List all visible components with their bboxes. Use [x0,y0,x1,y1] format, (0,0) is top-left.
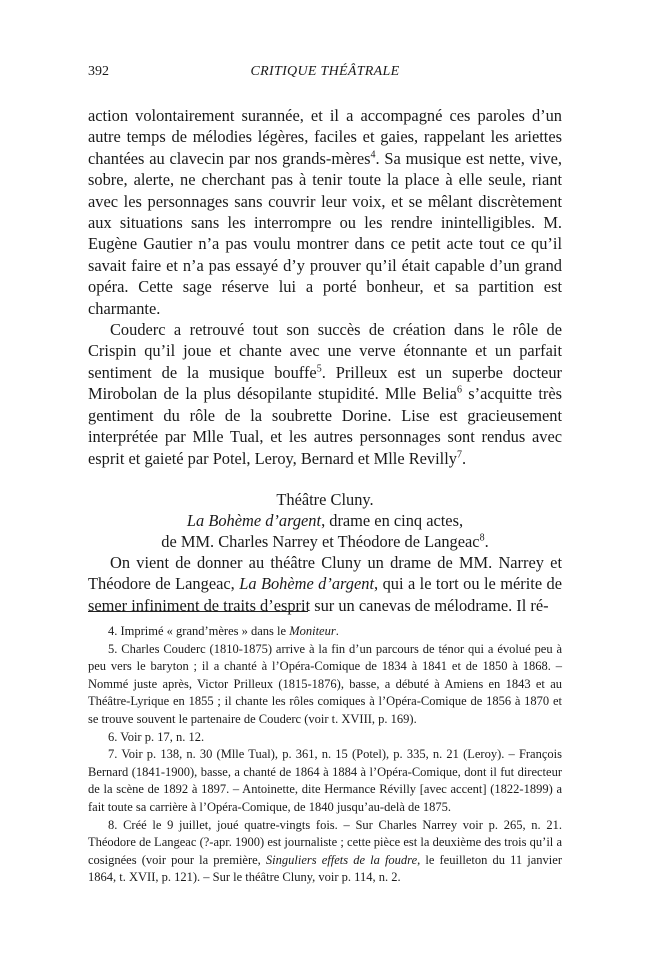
section-title: Théâtre Cluny. [276,489,374,509]
footnote-ref[interactable]: 5 [316,363,322,375]
authors-line: de MM. Charles Narrey et Théodore de Langeac$^8$. [161,531,489,551]
page-header [88,64,562,84]
footnote-5: 5. Charles Couderc (1810-1875) arrive à la fin d’un parcours de ténor qui a évolué peu à peu vers le baryton ; il a chanté à l’Opéra-Comique de 1834 à 1841 et de 1850 à 1868. – Nommé juste après, Victor Prilleux (1815-1876), basse, a débuté à Amiens en 1843 et au Théâtre-Lyrique en 1855 ; il chante les rôles comiques à l’Opéra-Comique de 1856 à 1870 et se trouve souvent le partenaire de Couderc (voir t. XVIII, p. 169). [88,641,562,726]
footnote-4: 4. Imprimé « grand’mères » dans le Moniteur. [108,624,339,638]
footnote-ref[interactable]: 6 [456,384,462,396]
main-text [88,105,562,616]
paragraph: On vient de donner au théâtre Cluny un drame de MM. Narrey et Théodore de Langeac, La Bohème d’argent, qui a le tort ou le mérite de semer infiniment de traits d’esprit sur un canevas de mélodrame. Il ré- [88,552,563,615]
play-title: La Bohème d’argent [239,574,375,594]
footnote-ref[interactable]: 4 [370,149,376,161]
footnote-6: 6. Voir p. 17, n. 12. [108,729,205,744]
paragraph: Couderc a retrouvé tout son succès de création dans le rôle de Crispin qu’il joue et chante avec une verve étonnante et un parfait sentiment de la musique bouffe$^5$. Prilleux est un superbe docteur Mirobolan de la plus désopilante stupidité. Mlle Belia$^6$ s’acquitte très gentiment du rôle de la soubrette Dorine. Lise est gracieusement interprétée par Mlle Tual, et les autres personnages sont rendus avec esprit et gaieté par Potel, Leroy, Bernard et Mlle Revilly$^7$. [88,320,562,468]
footnote-8: 8. Créé le 9 juillet, joué quatre-vingts fois. – Sur Charles Narrey voir p. 265, n. 21. Théodore de Langeac (?-apr. 1900) est journaliste ; cette pièce est la deuxième des trois qu’il a cosignées (voir pour la première, Singuliers effets de la foudre, le feuilleton du 11 janvier 1864, t. XVII, p. 121). – Sur le théâtre Cluny, voir p. 114, n. 2. [88,817,562,885]
section-heading [88,489,562,552]
footnote-divider [88,611,308,612]
play-title: La Bohème d’argent [186,510,322,530]
footnote-7: 7. Voir p. 138, n. 30 (Mlle Tual), p. 361, n. 15 (Potel), p. 335, n. 21 (Leroy). – François Bernard (1841-1900), basse, a chanté de 1864 à 1884 à l’Opéra-Comique, dont il fut directeur de la scène de 1892 à 1897. – Antoinette, dite Hermance Révilly [avec accent] (1822-1899) a fait toute sa carrière à l’Opéra-Comique, de 1840 jusqu’au-delà de 1875. [88,747,562,814]
play-line: La Bohème d’argent, drame en cinq actes, [186,510,464,530]
page-number: 392 [88,64,109,79]
running-head: CRITIQUE THÉÂTRALE [250,64,400,79]
footnote-ref[interactable]: 8 [479,532,485,544]
paragraph: action volontairement surannée, et il a accompagné ces paroles d’un autre temps de mélodies légères, faciles et gaies, rappelant les ariettes chantées au clavecin par nos grands-mères$^4$. Sa musique est nette, vive, sobre, alerte, ne cherchant pas à tenir toute la place à elle seule, riant avec les personnages sans couvrir leur voix, et se mêlant discrètement aux situations sans les interrompre ou les rendre inintelligibles. M. Eugène Gautier n’a pas voulu montrer dans ce petit acte tout ce qu’il savait faire et n’a pas essayé d’y prouver qu’il était capable d’un grand opéra. Cette sage réserve lui a porté bonheur, et sa partition est charmante. [88,106,562,318]
footnote-ref[interactable]: 7 [456,449,462,461]
footnotes [88,623,562,887]
